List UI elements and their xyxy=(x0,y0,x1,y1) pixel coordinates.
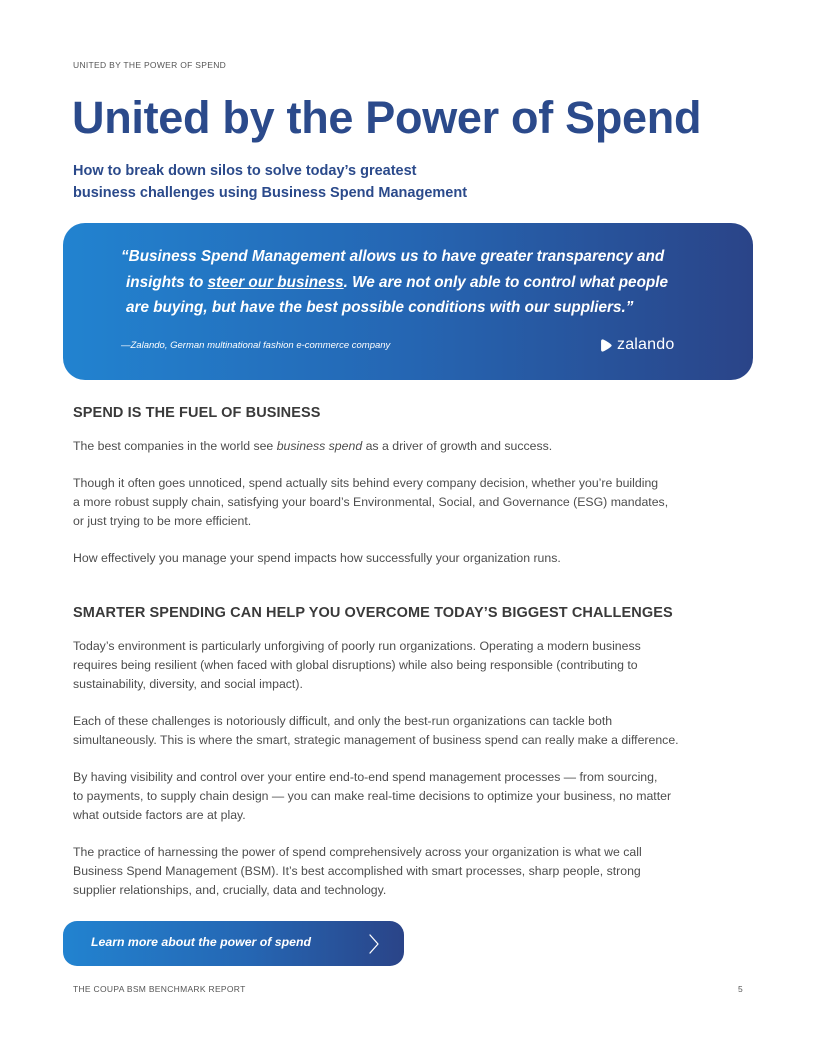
paragraph-line: How effectively you manage your spend impacts how successfully your organization runs. xyxy=(73,551,561,565)
section-heading-challenges: SMARTER SPENDING CAN HELP YOU OVERCOME TODAY’S BIGGEST CHALLENGES xyxy=(73,605,673,621)
subtitle-line: How to break down silos to solve today’s greatest xyxy=(73,163,417,179)
paragraph xyxy=(73,637,753,694)
paragraph-line: Today’s environment is particularly unforgiving of poorly run organizations. Operating a modern business xyxy=(73,639,641,653)
paragraph-line: Business Spend Management (BSM). It’s best accomplished with smart processes, sharp people, strong xyxy=(73,864,641,878)
text-run: The best companies in the world see xyxy=(73,439,277,453)
quote-line xyxy=(121,270,668,296)
chevron-right-icon xyxy=(365,932,383,956)
section-heading-fuel: SPEND IS THE FUEL OF BUSINESS xyxy=(73,405,321,421)
zalando-play-icon xyxy=(599,338,614,353)
paragraph-line: a more robust supply chain, satisfying your board’s Environmental, Social, and Governance (ESG) mandates, xyxy=(73,495,669,509)
quote-line: are buying, but have the best possible conditions with our suppliers.” xyxy=(126,299,634,316)
paragraph xyxy=(73,474,753,531)
paragraph-line: to payments, to supply chain design — you can make real-time decisions to optimize your business, no matter xyxy=(73,789,672,803)
customer-quote-box xyxy=(63,223,753,380)
paragraph-line: By having visibility and control over your entire end-to-end spend management processes — from sourcing, xyxy=(73,770,658,784)
paragraph-line: simultaneously. This is where the smart, strategic management of business spend can really make a difference. xyxy=(73,733,679,747)
emphasis-text: business spend xyxy=(276,439,363,453)
running-head: UNITED BY THE POWER OF SPEND xyxy=(73,60,227,70)
subtitle-line: business challenges using Business Spend Management xyxy=(73,185,468,201)
paragraph-line: Each of these challenges is notoriously difficult, and only the best-run organizations can tackle both xyxy=(73,714,613,728)
paragraph-line: Though it often goes unnoticed, spend actually sits behind every company decision, whether you’re building xyxy=(73,476,659,490)
paragraph xyxy=(73,843,753,900)
text-run: as a driver of growth and success. xyxy=(362,439,553,453)
page-subtitle xyxy=(73,160,467,204)
learn-more-label: Learn more about the power of spend xyxy=(91,935,311,949)
paragraph xyxy=(73,712,753,750)
paragraph xyxy=(73,437,753,456)
footer-report-name: THE COUPA BSM BENCHMARK REPORT xyxy=(73,984,246,994)
quote-line-end: . We are not only able to control what people xyxy=(343,273,669,291)
paragraph-line xyxy=(73,437,753,456)
quote-attribution: —Zalando, German multinational fashion e-commerce company xyxy=(121,340,391,351)
paragraph-line: what outside factors are at play. xyxy=(73,808,246,822)
paragraph-line: The practice of harnessing the power of spend comprehensively across your organization is what we call xyxy=(73,845,642,859)
steer-our-business-link[interactable]: steer our business xyxy=(207,273,344,291)
paragraph xyxy=(73,768,753,825)
paragraph-line: or just trying to be more efficient. xyxy=(73,514,252,528)
quote-line-start: insights to xyxy=(126,273,208,291)
zalando-logo xyxy=(599,335,674,355)
quote-text xyxy=(121,244,668,321)
page-number: 5 xyxy=(738,984,743,994)
logo-wordmark: zalando xyxy=(617,336,675,353)
paragraph-line: requires being resilient (when faced with global disruptions) while also being responsible (contributing to xyxy=(73,658,638,672)
quote-line: “Business Spend Management allows us to have greater transparency and xyxy=(121,248,665,265)
learn-more-button[interactable] xyxy=(63,921,404,966)
paragraph-line: sustainability, diversity, and social impact). xyxy=(73,677,303,691)
page-title: United by the Power of Spend xyxy=(72,92,702,143)
paragraph-line: supplier relationships, and, crucially, data and technology. xyxy=(73,883,387,897)
paragraph xyxy=(73,549,753,568)
